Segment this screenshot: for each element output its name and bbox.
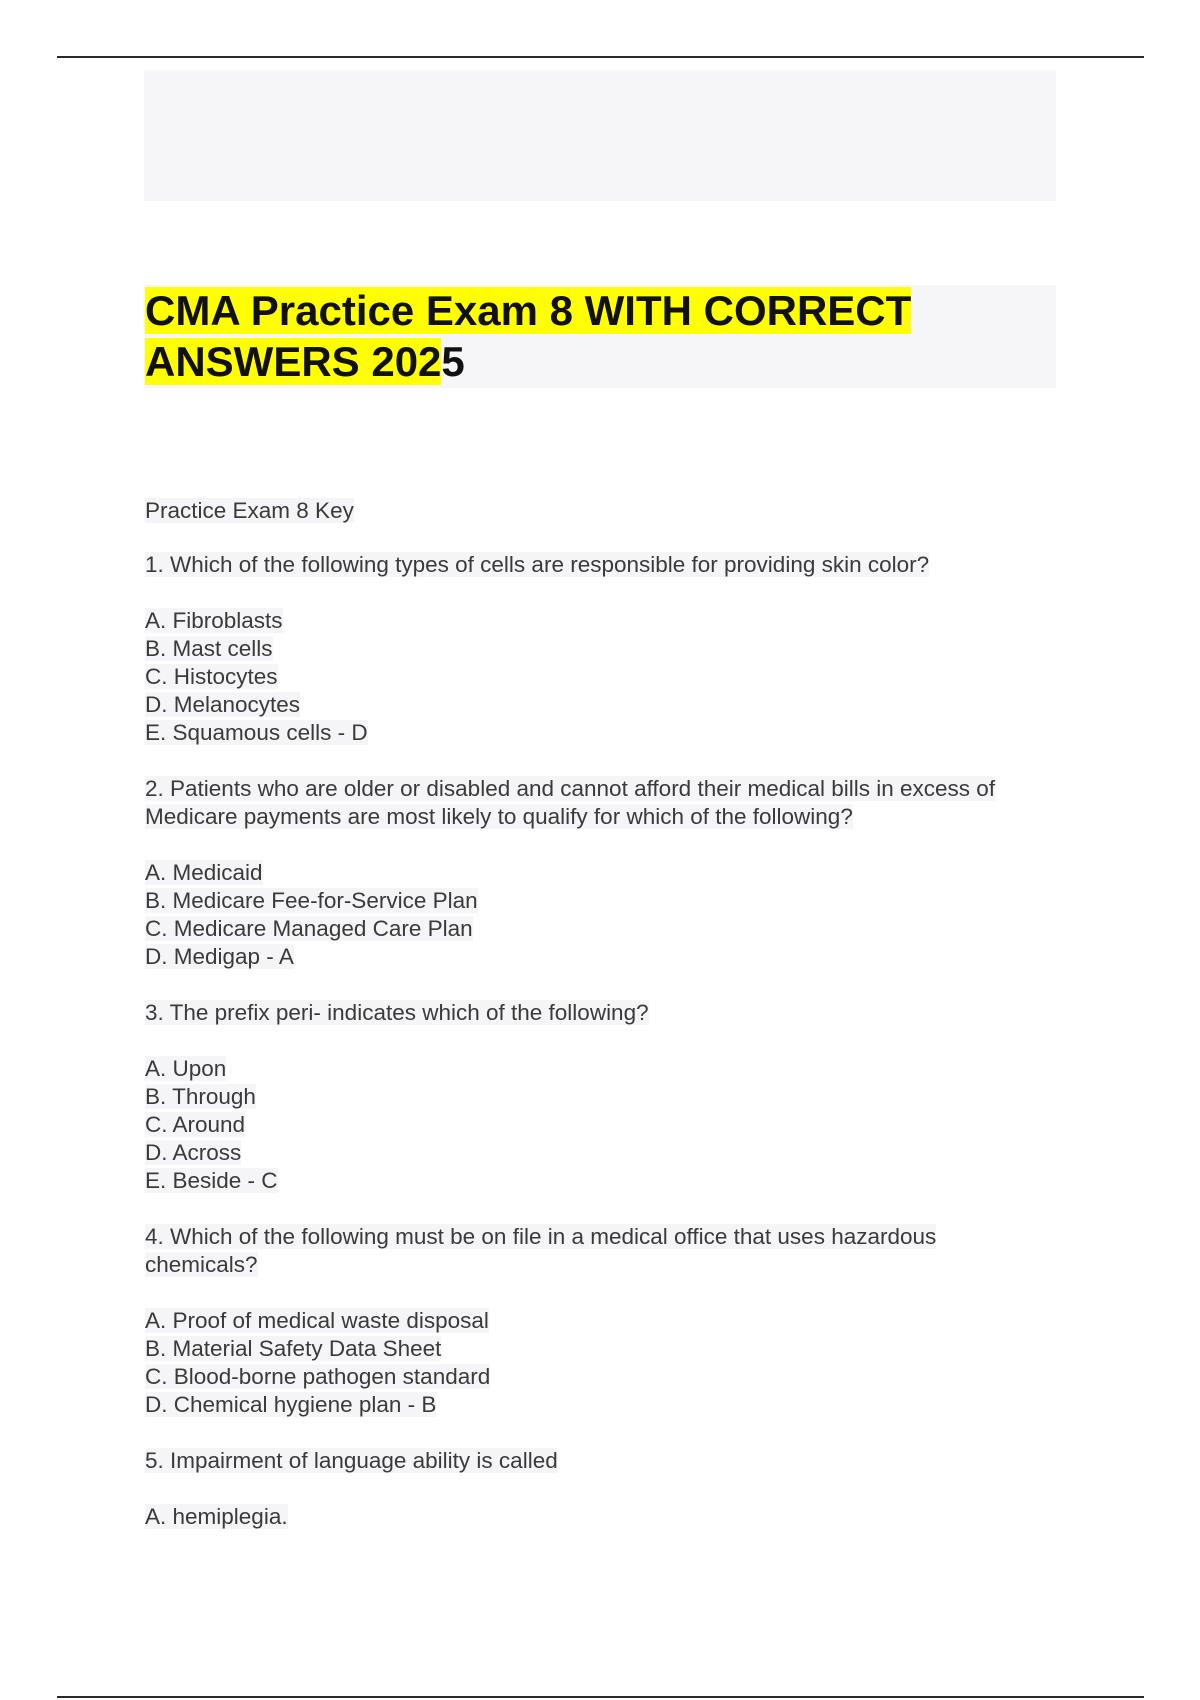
option-item: D. Chemical hygiene plan - B: [145, 1392, 437, 1417]
option-item: C. Histocytes: [145, 664, 278, 689]
option-item: A. Medicaid: [145, 860, 263, 885]
option-item: D. Medigap - A: [145, 944, 294, 969]
option-item: E. Squamous cells - D: [145, 720, 368, 745]
option-list: [145, 1055, 1045, 1195]
question-text: 1. Which of the following types of cells are responsible for providing skin color?: [145, 552, 930, 577]
title-line-2-plain: 5: [441, 338, 465, 385]
option-list: [145, 859, 1045, 971]
option-item: E. Beside - C: [145, 1168, 278, 1193]
option-list: [145, 607, 1045, 747]
title-line-2-highlighted: ANSWERS 202: [145, 338, 442, 385]
option-item: C. Medicare Managed Care Plan: [145, 916, 473, 941]
document-body: [145, 497, 1045, 1559]
top-rule: [57, 56, 1144, 58]
title-line-1: CMA Practice Exam 8 WITH CORRECT: [145, 287, 912, 334]
document-title: [144, 285, 1056, 387]
option-item: A. hemiplegia.: [145, 1504, 288, 1529]
question-text: 5. Impairment of language ability is called: [145, 1448, 558, 1473]
question-text: 2. Patients who are older or disabled and cannot afford their medical bills in excess of Medicare payments are most likely to qualify for which of the following?: [145, 776, 996, 829]
option-item: B. Through: [145, 1084, 256, 1109]
bottom-rule: [57, 1696, 1144, 1698]
title-block: [144, 285, 1056, 388]
question-text: 3. The prefix peri- indicates which of the following?: [145, 1000, 649, 1025]
option-item: B. Material Safety Data Sheet: [145, 1336, 442, 1361]
subtitle: Practice Exam 8 Key: [145, 498, 354, 523]
option-item: D. Melanocytes: [145, 692, 301, 717]
option-item: B. Medicare Fee-for-Service Plan: [145, 888, 478, 913]
option-item: A. Upon: [145, 1056, 227, 1081]
option-item: C. Around: [145, 1112, 246, 1137]
option-item: C. Blood-borne pathogen standard: [145, 1364, 491, 1389]
question-text: 4. Which of the following must be on file in a medical office that uses hazardous chemicals?: [145, 1224, 937, 1277]
option-item: D. Across: [145, 1140, 242, 1165]
option-item: A. Fibroblasts: [145, 608, 283, 633]
option-list: [145, 1307, 1045, 1419]
option-list: [145, 1503, 1045, 1531]
option-item: A. Proof of medical waste disposal: [145, 1308, 489, 1333]
option-item: B. Mast cells: [145, 636, 273, 661]
header-placeholder-box: [144, 70, 1056, 201]
